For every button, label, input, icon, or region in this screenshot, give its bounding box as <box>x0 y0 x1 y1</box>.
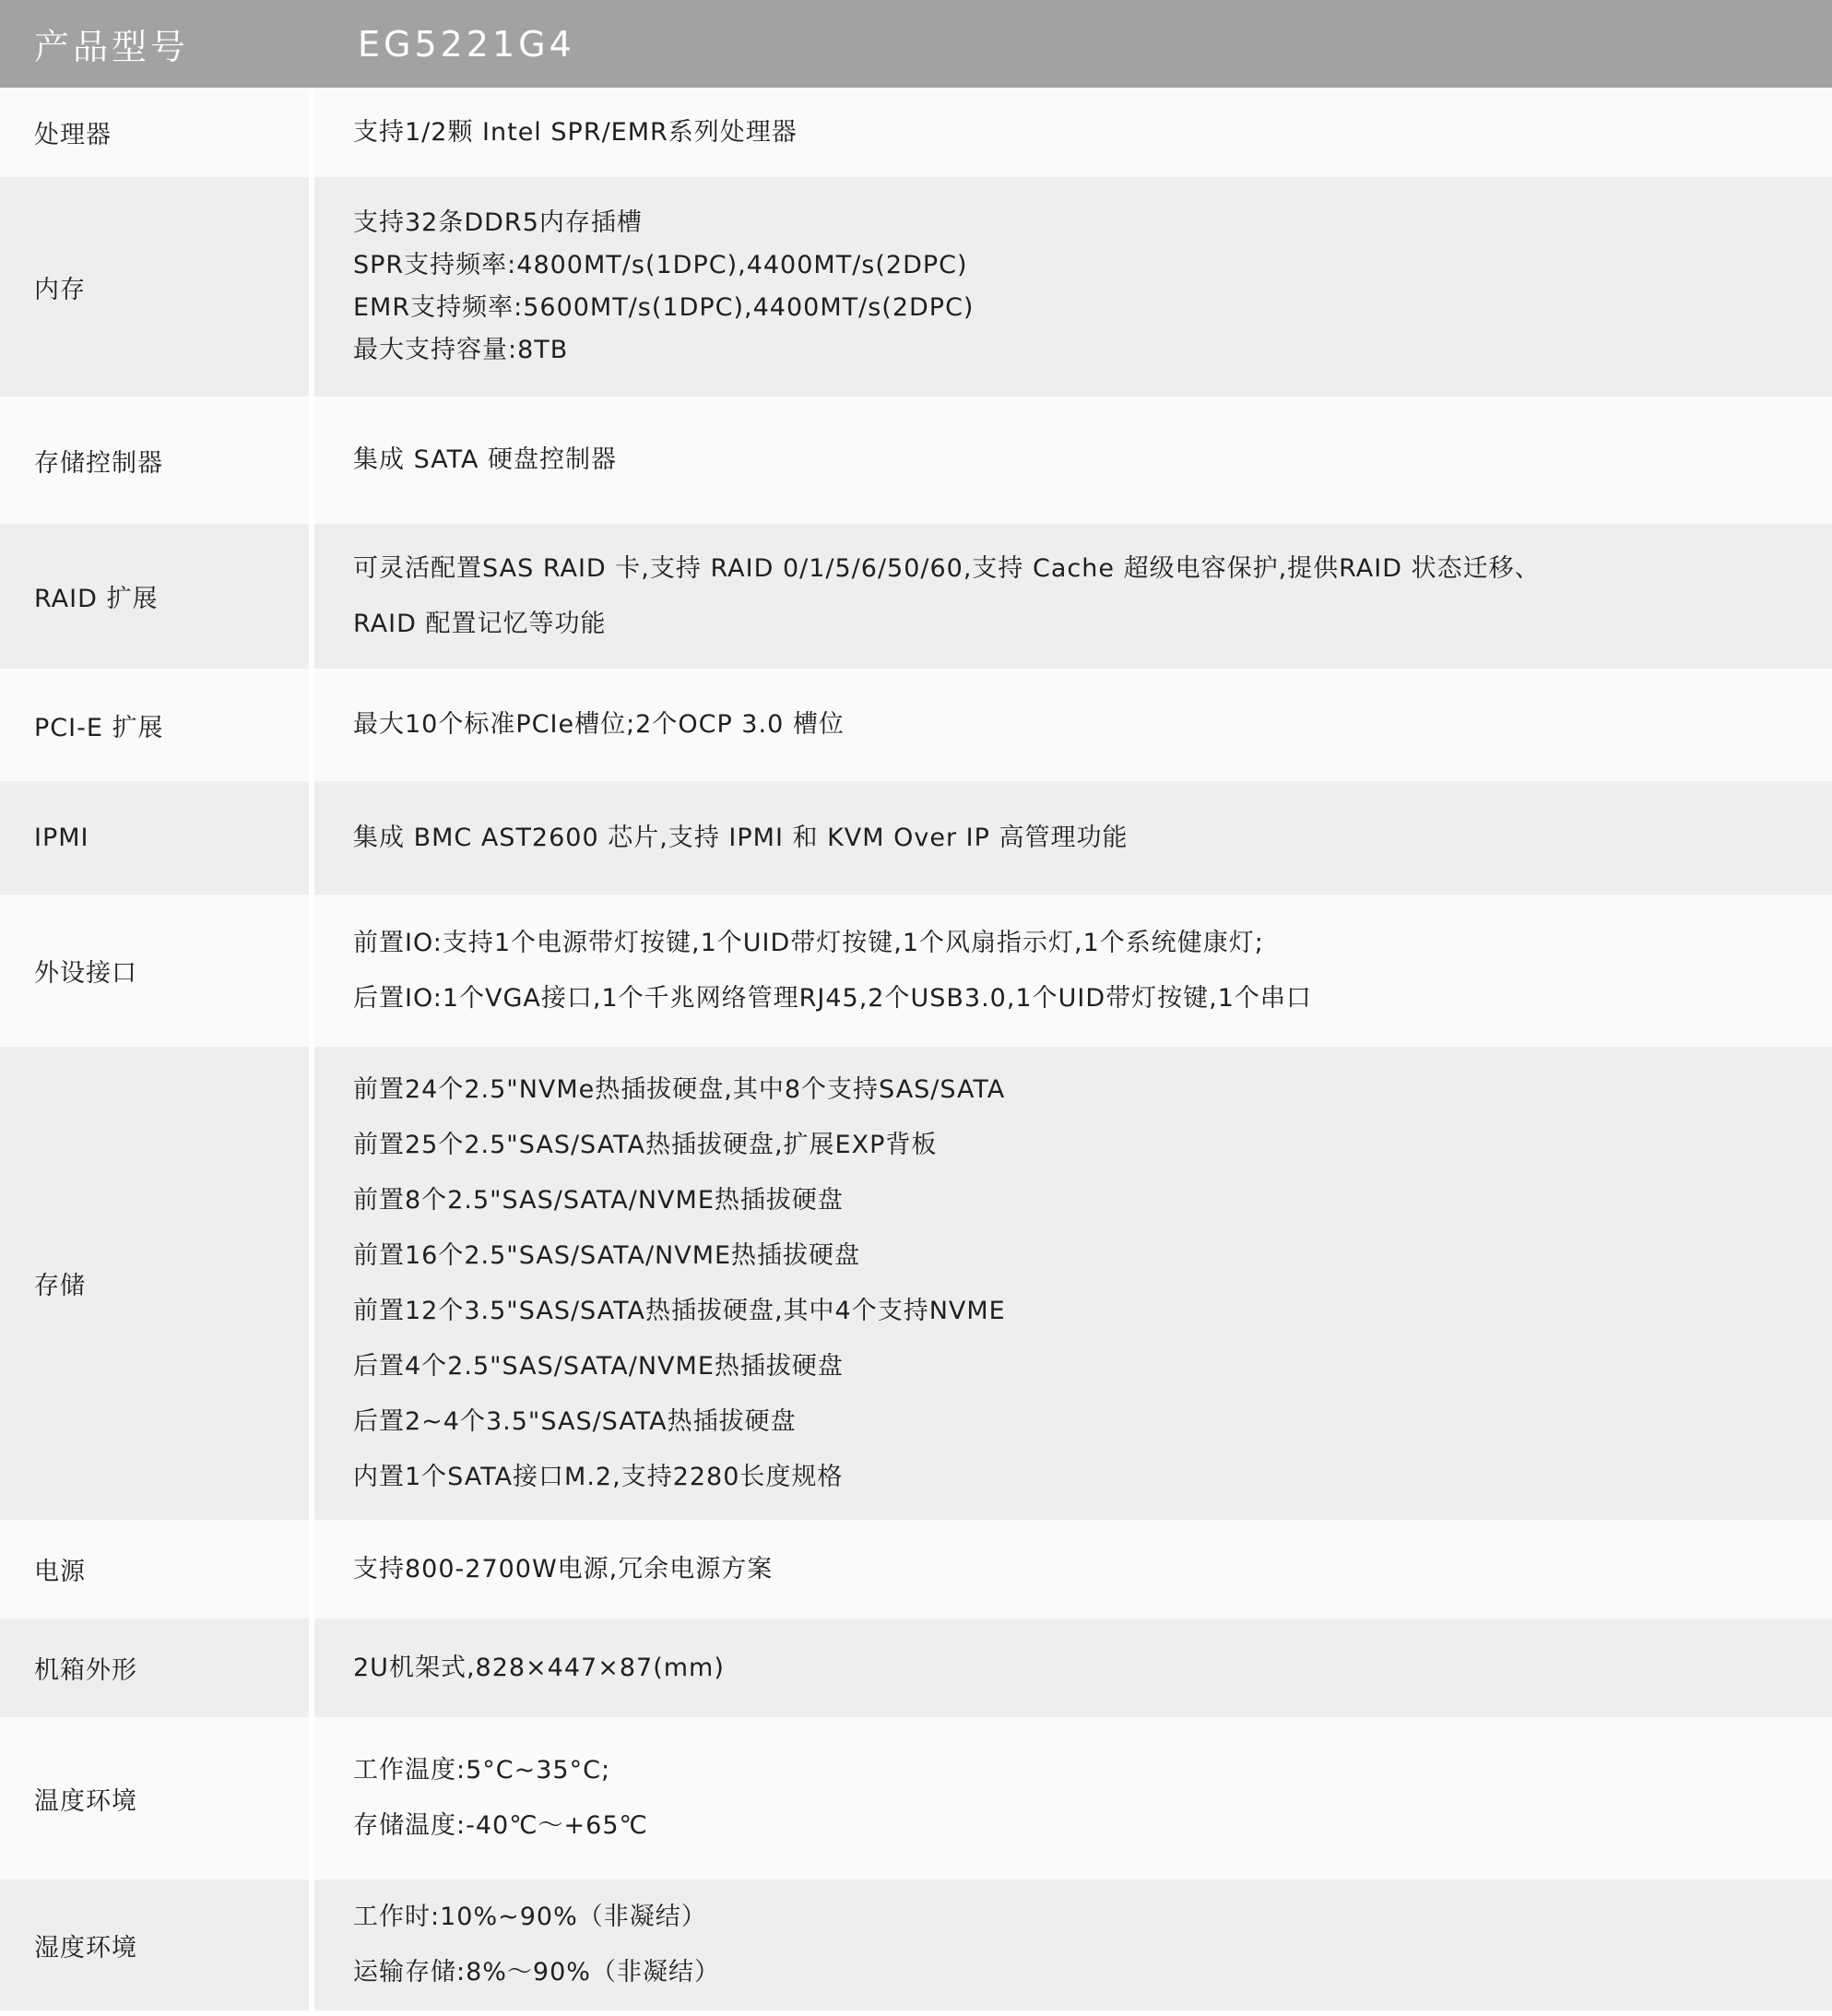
spec-line: RAID 配置记忆等功能 <box>353 609 607 638</box>
row-label: 机箱外形 <box>34 1656 137 1685</box>
table-row <box>0 1717 1832 1880</box>
spec-line: 前置24个2.5"NVMe热插拔硬盘,其中8个支持SAS/SATA <box>353 1074 1006 1104</box>
spec-line: 内置1个SATA接口M.2,支持2280长度规格 <box>353 1462 844 1491</box>
table-body <box>0 88 1832 2010</box>
row-label: 存储控制器 <box>34 448 163 478</box>
row-value <box>314 1047 1832 1520</box>
spec-line: 前置12个3.5"SAS/SATA热插拔硬盘,其中4个支持NVME <box>353 1296 1006 1325</box>
row-value <box>314 895 1832 1047</box>
row-value <box>314 669 1832 781</box>
row-label: 温度环境 <box>34 1786 137 1816</box>
table-row <box>0 524 1832 669</box>
table-row <box>0 1619 1832 1717</box>
row-label: IPMI <box>34 824 89 852</box>
table-row <box>0 88 1832 177</box>
row-value <box>314 1880 1832 2010</box>
row-label: 外设接口 <box>34 959 137 988</box>
spec-line: 前置IO:支持1个电源带灯按键,1个UID带灯按键,1个风扇指示灯,1个系统健康灯; <box>353 928 1264 957</box>
spec-line: SPR支持频率:4800MT/s(1DPC),4400MT/s(2DPC) <box>353 251 968 279</box>
row-label: 内存 <box>34 275 86 304</box>
spec-line: 工作时:10%~90%（非凝结） <box>353 1903 707 1931</box>
row-label: RAID 扩展 <box>34 585 159 613</box>
table-row <box>0 781 1832 895</box>
row-label: 电源 <box>34 1558 86 1586</box>
table-row <box>0 895 1832 1047</box>
spec-line: 最大支持容量:8TB <box>353 336 569 364</box>
spec-line: 后置IO:1个VGA接口,1个千兆网络管理RJ45,2个USB3.0,1个UID带灯按键,1个串口 <box>353 983 1312 1013</box>
spec-line: 前置25个2.5"SAS/SATA热插拔硬盘,扩展EXP背板 <box>353 1130 938 1159</box>
row-value <box>314 1520 1832 1619</box>
row-value <box>314 397 1832 524</box>
table-row <box>0 1520 1832 1619</box>
table-row <box>0 397 1832 524</box>
spec-line: 前置16个2.5"SAS/SATA/NVME热插拔硬盘 <box>353 1240 861 1270</box>
spec-line: 后置4个2.5"SAS/SATA/NVME热插拔硬盘 <box>353 1351 844 1381</box>
row-value <box>314 781 1832 895</box>
row-label: PCI-E 扩展 <box>34 713 164 742</box>
spec-line: 运输存储:8%～90%（非凝结） <box>353 1958 720 1986</box>
spec-line: 集成 BMC AST2600 芯片,支持 IPMI 和 KVM Over IP 高管理功能 <box>353 823 1129 852</box>
table-header <box>0 0 1832 88</box>
row-label: 湿度环境 <box>34 1933 137 1963</box>
spec-line: 支持1/2颗 Intel SPR/EMR系列处理器 <box>353 117 798 147</box>
spec-line: 可灵活配置SAS RAID 卡,支持 RAID 0/1/5/6/50/60,支持 Cache 超级电容保护,提供RAID 状态迁移、 <box>353 553 1541 583</box>
spec-line: 前置8个2.5"SAS/SATA/NVME热插拔硬盘 <box>353 1185 844 1215</box>
spec-line: 支持800-2700W电源,冗余电源方案 <box>353 1554 774 1583</box>
row-value <box>314 88 1832 177</box>
spec-line: 存储温度:-40℃～+65℃ <box>353 1811 648 1840</box>
spec-line: EMR支持频率:5600MT/s(1DPC),4400MT/s(2DPC) <box>353 293 975 322</box>
row-value <box>314 524 1832 669</box>
row-label: 处理器 <box>34 121 112 149</box>
spec-line: 工作温度:5°C~35°C; <box>353 1756 611 1785</box>
spec-line: 支持32条DDR5内存插槽 <box>353 208 643 237</box>
row-value <box>314 1717 1832 1880</box>
table-row <box>0 177 1832 397</box>
row-label: 存储 <box>34 1272 86 1300</box>
table-row <box>0 1047 1832 1520</box>
table-row <box>0 1880 1832 2010</box>
row-value <box>314 1619 1832 1717</box>
spec-line: 后置2~4个3.5"SAS/SATA热插拔硬盘 <box>353 1406 797 1436</box>
header-product-model: EG5221G4 <box>358 23 575 65</box>
row-value <box>314 177 1832 397</box>
spec-line: 集成 SATA 硬盘控制器 <box>353 445 618 474</box>
header-label: 产品型号 <box>34 27 190 67</box>
spec-line: 2U机架式,828×447×87(mm) <box>353 1653 725 1682</box>
spec-line: 最大10个标准PCIe槽位;2个OCP 3.0 槽位 <box>353 710 845 739</box>
table-row <box>0 669 1832 781</box>
